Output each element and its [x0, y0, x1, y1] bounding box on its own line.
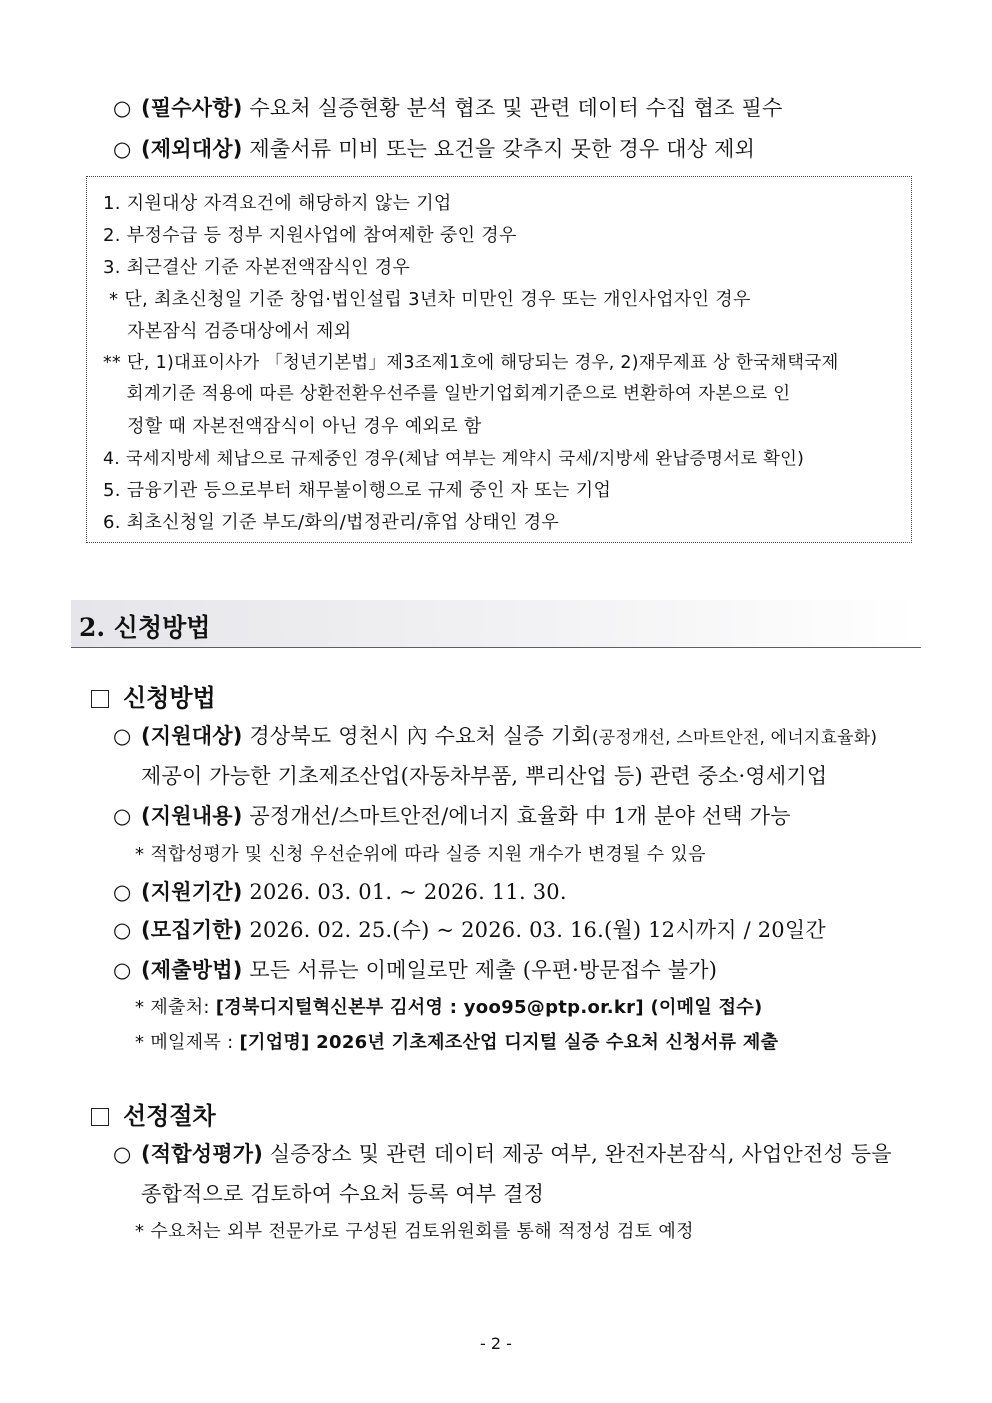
recipient-email: [경북디지털혁신본부 김서영 : yoo95@ptp.or.kr] (이메일 접수)	[215, 997, 763, 1018]
submit-note-subject	[135, 1028, 778, 1054]
item-label: (제외대상)	[141, 137, 243, 161]
fit-eval-note	[135, 1217, 694, 1243]
submit-item	[113, 954, 717, 984]
required-item	[113, 92, 782, 122]
support-content-item	[113, 800, 791, 830]
support-content-note: * 적합성평가 및 신청 우선순위에 따라 실증 지원 개수가 변경될 수 있음	[135, 844, 706, 865]
item-text: 수요처 실증현황 분석 협조 및 관련 데이터 수집 협조 필수	[242, 96, 783, 120]
circle-bullet-icon: ○	[113, 1142, 132, 1166]
item-text-small: (공정개선, 스마트안전, 에너지효율화)	[591, 728, 878, 748]
square-bullet-icon	[91, 690, 109, 708]
mail-subject: [기업명] 2026년 기초제조산업 디지털 실증 수요처 신청서류 제출	[239, 1032, 779, 1053]
exclusion-line: 회계기준 적용에 따른 상환전환우선주를 일반기업회계기준으로 변환하여 자본으로 인	[103, 384, 791, 404]
apply-heading	[91, 678, 216, 713]
circle-bullet-icon: ○	[113, 96, 132, 120]
item-text: 2026. 03. 01. ~ 2026. 11. 30.	[242, 880, 567, 904]
support-target-item	[113, 720, 877, 750]
submit-note-recipient	[135, 993, 763, 1019]
apply-heading-text: 신청방법	[123, 684, 216, 712]
exclusion-line: 정할 때 자본전액잠식이 아닌 경우 예외로 함	[103, 416, 482, 437]
exclusion-line: 3. 최근결산 기준 자본전액잠식인 경우	[103, 257, 411, 278]
item-text: 경상북도 영천시 內 수요처 실증 기회	[242, 724, 592, 748]
support-target-cont: 제공이 가능한 기초제조산업(자동차부품, 뿌리산업 등) 관련 중소·영세기업	[141, 764, 828, 788]
item-label: (지원기간)	[141, 880, 243, 904]
exclusion-item	[113, 133, 755, 163]
exclusion-criteria-box	[86, 176, 912, 543]
section-title: 2. 신청방법	[79, 613, 211, 642]
circle-bullet-icon: ○	[113, 724, 132, 748]
item-label: (지원대상)	[141, 724, 243, 748]
exclusion-line: 6. 최초신청일 기준 부도/화의/법정관리/휴업 상태인 경우	[103, 512, 560, 533]
circle-bullet-icon: ○	[113, 137, 132, 161]
exclusion-line: 2. 부정수급 등 정부 지원사업에 참여제한 중인 경우	[103, 225, 517, 246]
note-prefix: * 메일제목 :	[135, 1032, 240, 1053]
fit-eval-item	[113, 1138, 892, 1168]
circle-bullet-icon: ○	[113, 958, 132, 982]
note-prefix: * 제출처:	[135, 997, 216, 1018]
select-heading-text: 선정절차	[123, 1102, 216, 1130]
item-label: (모집기한)	[141, 918, 243, 942]
item-text: 2026. 02. 25.(수) ~ 2026. 03. 16.(월) 12시까지 / 20일간	[242, 918, 826, 942]
exclusion-line: 자본잠식 검증대상에서 제외	[103, 321, 352, 342]
page-number: - 2 -	[480, 1334, 512, 1353]
exclusion-line: 1. 지원대상 자격요건에 해당하지 않는 기업	[103, 193, 452, 214]
select-heading	[91, 1096, 216, 1131]
item-label: (필수사항)	[141, 96, 243, 120]
circle-bullet-icon: ○	[113, 880, 132, 904]
circle-bullet-icon: ○	[113, 918, 132, 942]
section-header	[71, 600, 921, 648]
circle-bullet-icon: ○	[113, 804, 132, 828]
note-prefix: *	[135, 1221, 151, 1242]
note-text: 수요처는 외부 전문가로 구성된 검토위원회를 통해 적정성 검토 예정	[150, 1221, 694, 1242]
recruit-item	[113, 914, 826, 944]
item-text: 실증장소 및 관련 데이터 제공 여부, 완전자본잠식, 사업안전성 등을	[263, 1142, 892, 1166]
item-label: (적합성평가)	[141, 1142, 264, 1166]
item-label: (지원내용)	[141, 804, 243, 828]
period-item	[113, 876, 567, 906]
exclusion-line: * 단, 최초신청일 기준 창업·법인설립 3년차 미만인 경우 또는 개인사업자인 경우	[103, 289, 751, 310]
fit-eval-cont: 종합적으로 검토하여 수요처 등록 여부 결정	[141, 1182, 545, 1206]
item-label: (제출방법)	[141, 958, 243, 982]
exclusion-line: 5. 금융기관 등으로부터 채무불이행으로 규제 중인 자 또는 기업	[103, 480, 612, 501]
item-text: 공정개선/스마트안전/에너지 효율화 中 1개 분야 선택 가능	[242, 804, 791, 828]
exclusion-line: 4. 국세지방세 체납으로 규제중인 경우(체납 여부는 계약시 국세/지방세 완납증명서로 확인)	[103, 449, 805, 469]
exclusion-line: ** 단, 1)대표이사가 「청년기본법」제3조제1호에 해당되는 경우, 2)재무제표 상 한국채택국제	[103, 353, 839, 373]
square-bullet-icon	[91, 1108, 109, 1126]
item-text: 제출서류 미비 또는 요건을 갖추지 못한 경우 대상 제외	[242, 137, 756, 161]
item-text: 모든 서류는 이메일로만 제출 (우편·방문접수 불가)	[242, 958, 718, 982]
